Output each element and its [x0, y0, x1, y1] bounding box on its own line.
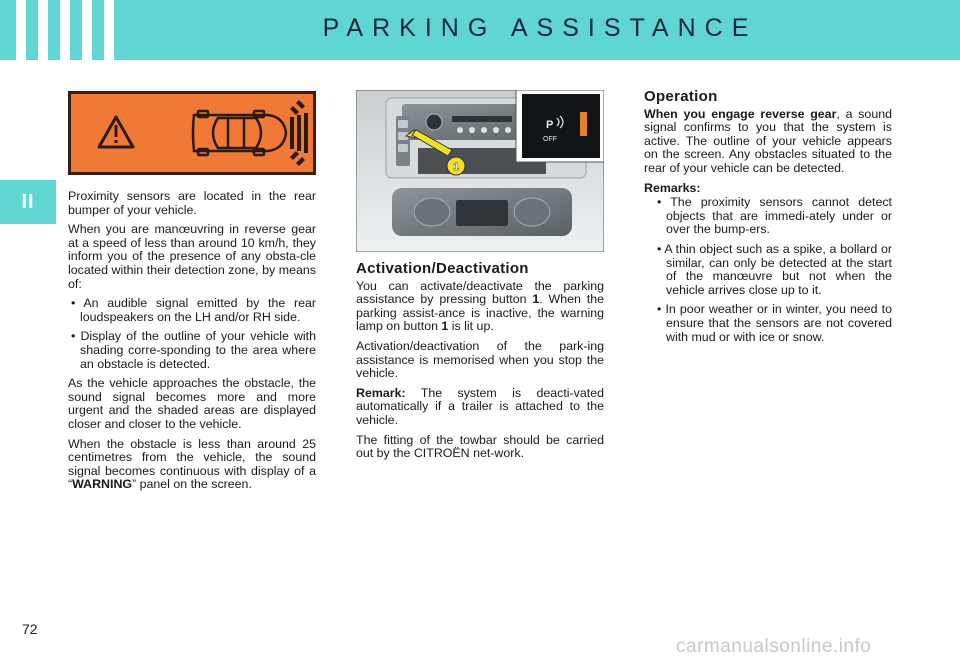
- warning-term: WARNING: [72, 477, 133, 492]
- section-heading: Operation: [644, 88, 718, 105]
- remark-label: Remark:: [356, 385, 406, 400]
- header-stripe: [104, 0, 114, 60]
- bullet-item: • An audible signal emitted by the rear loudspeakers on the LH and/or RH side.: [71, 296, 316, 324]
- remarks-label: Remarks:: [644, 180, 701, 195]
- section-tab: II: [0, 180, 56, 224]
- paragraph: [644, 108, 892, 176]
- column-1: [68, 190, 316, 498]
- parking-button-label: P: [546, 119, 554, 131]
- header-stripe: [16, 0, 26, 60]
- bullet-item: • The proximity sensors cannot detect objects that are immedi-ately under or over the bump-ers.: [657, 195, 892, 237]
- paragraph: When you are manœuvring in reverse gear at a speed of less than around 10 km/h, they inform you of the presence of any obsta-cle located within their detection zone, by means of:: [68, 222, 316, 291]
- button-reference: 1: [441, 319, 449, 334]
- parking-display-illustration: [68, 91, 316, 175]
- paragraph: [356, 280, 604, 334]
- page-number: 72: [22, 621, 38, 637]
- page-header: [0, 0, 960, 60]
- paragraph: Activation/deactivation of the park-ing assistance is memorised when you stop the vehicle.: [356, 338, 604, 381]
- bullet-item: • A thin object such as a spike, a bollard or similar, can only be detected at the start of the manœuvre but not when the vehicle arrives close up to it.: [657, 241, 892, 297]
- text-run: The system is deacti-vated automatically if a trailer is attached to the vehicle.: [356, 385, 604, 427]
- emphasis: When you engage reverse gear: [644, 106, 837, 121]
- bullet-item: • Display of the outline of your vehicle with shading corre-sponding to the area where an obstacle is detected.: [71, 329, 316, 371]
- page-title: PARKING ASSISTANCE: [322, 14, 758, 42]
- paragraph: The fitting of the towbar should be carried out by the CITROËN net-work.: [356, 432, 604, 461]
- text-run: When the obstacle is less than around 25 centimetres from the vehicle, the sound signal becomes continuous with display of a “: [68, 436, 316, 492]
- column-2: [356, 262, 604, 467]
- text-run: . When the parking assist-ance is inactive, the warning lamp on button: [356, 292, 604, 334]
- header-stripe: [60, 0, 70, 60]
- button-reference: 1: [532, 292, 540, 307]
- text-run: ” panel on the screen.: [132, 477, 252, 492]
- text-run: is lit up.: [448, 319, 494, 334]
- section-heading: Activation/Deactivation: [356, 260, 529, 277]
- column-3: [644, 90, 892, 350]
- bullet-item: • In poor weather or in winter, you need to ensure that the sensors are not covered with mud or with ice or snow.: [657, 302, 892, 344]
- dashboard-photo: [356, 90, 604, 252]
- header-stripe: [82, 0, 92, 60]
- paragraph: Proximity sensors are located in the rear bumper of your vehicle.: [68, 189, 316, 217]
- callout-number: 1: [452, 161, 460, 173]
- paragraph: As the vehicle approaches the obstacle, the sound signal becomes more and more urgent and the shaded areas are displayed closer and closer to the vehicle.: [68, 376, 316, 431]
- paragraph: [68, 438, 316, 492]
- watermark: carmanualsonline.info: [676, 636, 872, 657]
- header-stripe: [38, 0, 48, 60]
- remarks-list: [644, 196, 892, 344]
- parking-button-off-label: OFF: [543, 136, 557, 143]
- paragraph: [356, 387, 604, 428]
- text-run: You can activate/deactivate the parking assistance by pressing button: [356, 278, 604, 307]
- text-run: , a sound signal confirms to you that the system is active. The outline of your vehicle appears on the screen. Any obstacles situated to the rear of your vehicle can be detected.: [644, 106, 892, 175]
